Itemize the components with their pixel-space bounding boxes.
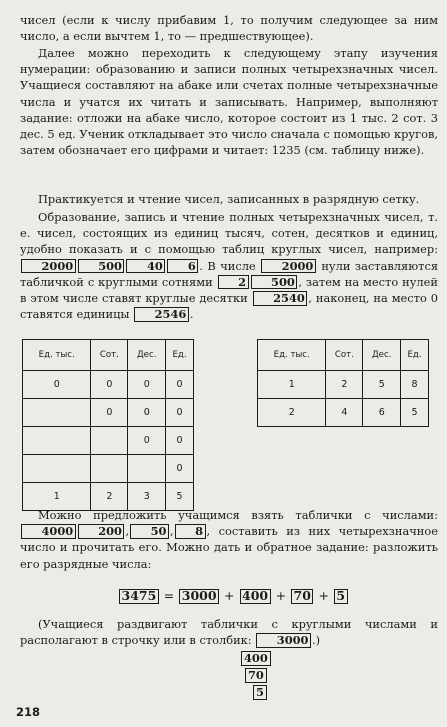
- table-row: [23, 455, 194, 483]
- table-cell: 0: [128, 399, 166, 427]
- table-row: [258, 399, 429, 427]
- paragraph-arrange: [20, 616, 438, 648]
- table-cell: 2: [91, 483, 128, 511]
- number-card-4000: 4000: [21, 524, 76, 539]
- paragraph-formation: Образование, запись и чтение полных четырехзначных чисел, т. е. чисел, состоящих из единиц тысяч, сотен, десятков и единиц, удобно показать и с помощью таблиц круглых чисел, например: 2000 500 40 6 . В числе 2000 нули заставляются табличкой с круглыми сотнями 2 500 , затем на место нулей в этом числе ставят круглые десятки 2540 , наконец, на место 0 ставятся единицы 2546 .: [20, 210, 439, 322]
- number-card-40: 40: [126, 259, 165, 274]
- paragraph-text: . В числе: [199, 258, 256, 273]
- place-value-table-1: [22, 339, 194, 511]
- plus-sign: +: [224, 588, 235, 603]
- number-card-2: 2: [218, 275, 249, 290]
- number-card-5: 5: [253, 685, 267, 700]
- column-header: Ед. тыс.: [258, 340, 326, 371]
- number-card-2000: 2000: [21, 259, 76, 274]
- column-header: Ед. тыс.: [23, 340, 91, 371]
- table-cell: 2: [326, 371, 363, 399]
- number-card-50: 50: [130, 524, 169, 539]
- table-cell: [23, 399, 91, 427]
- punctuation: .): [311, 633, 321, 648]
- table-cell: 0: [166, 427, 194, 455]
- table-cell: 3: [128, 483, 166, 511]
- paragraph-text: (Учащиеся раздвигают таблички с круглыми числами и располагают в строчку или в столбик:: [20, 617, 438, 648]
- paragraph-text: , наконец, на место 0 ставятся единицы: [20, 291, 438, 322]
- table-row: [23, 371, 194, 399]
- number-card-400: 400: [240, 589, 271, 604]
- number-card-3000: 3000: [179, 589, 219, 604]
- table-cell: [91, 455, 128, 483]
- table-cell: 6: [363, 399, 401, 427]
- table-cell: 2: [258, 399, 326, 427]
- table-cell: 5: [401, 399, 429, 427]
- paragraph-text: чисел (если к числу прибавим 1, то получим следующее за ним число, а если вычтем 1, то — предшествующее).: [20, 13, 438, 44]
- table-cell: 8: [401, 371, 429, 399]
- number-card-8: 8: [175, 524, 206, 539]
- paragraph-text: нули заставляются табличкой с круглыми сотнями: [20, 258, 439, 289]
- column-header: Сот.: [326, 340, 363, 371]
- table-cell: [23, 455, 91, 483]
- table-cell: 1: [23, 483, 91, 511]
- number-card-500: 500: [78, 259, 125, 274]
- table-cell: [128, 455, 166, 483]
- number-card-70: 70: [291, 589, 313, 604]
- table-cell: 0: [23, 371, 91, 399]
- number-card-6: 6: [167, 259, 198, 274]
- number-card-3000: 3000: [256, 633, 311, 648]
- paragraph-text: Образование, запись и чтение полных четырехзначных чисел, т. е. чисел, состоящих из единиц тысяч, сотен, десятков и единиц, удобно показать и с помощью таблиц круглых чисел, например:: [20, 210, 438, 257]
- number-card-2546: 2546: [134, 307, 189, 322]
- paragraph-text: Можно предложить учащимся взять таблички с числами:: [38, 508, 438, 522]
- page-number: 218: [16, 705, 41, 719]
- paragraph-cards: [20, 507, 438, 572]
- table-row: [23, 399, 194, 427]
- column-header: Ед.: [166, 340, 194, 371]
- table-cell: 1: [258, 371, 326, 399]
- number-card-2000: 2000: [261, 259, 316, 274]
- place-value-table-2: [257, 339, 429, 427]
- paragraph-stage: [20, 45, 438, 158]
- paragraph-practice: [20, 191, 438, 207]
- table-cell: 0: [166, 371, 194, 399]
- table-cell: 0: [128, 371, 166, 399]
- table-cell: 0: [128, 427, 166, 455]
- number-card-2540: 2540: [253, 291, 308, 306]
- table-row: [258, 371, 429, 399]
- plus-sign: +: [275, 588, 287, 603]
- number-card-5: 5: [334, 589, 348, 604]
- number-card-500: 500: [251, 275, 298, 290]
- plus-sign: +: [318, 588, 329, 603]
- table-header-row: [23, 340, 194, 371]
- decomposition-equation: [118, 588, 349, 604]
- number-card-70: 70: [245, 668, 267, 683]
- equals-sign: =: [163, 588, 175, 603]
- column-header: Дес.: [363, 340, 401, 371]
- paragraph-intro: [20, 12, 438, 44]
- number-card-200: 200: [78, 524, 125, 539]
- table-cell: 0: [166, 455, 194, 483]
- table-cell: 0: [91, 399, 128, 427]
- table-cell: 0: [166, 399, 194, 427]
- table-row: [23, 427, 194, 455]
- table-cell: 0: [91, 371, 128, 399]
- column-header: Дес.: [128, 340, 166, 371]
- paragraph-text: Практикуется и чтение чисел, записанных в разрядную сетку.: [38, 192, 420, 206]
- punctuation: ,: [169, 524, 174, 539]
- table-cell: 4: [326, 399, 363, 427]
- punctuation: ,: [125, 524, 130, 539]
- number-card-400: 400: [241, 651, 271, 666]
- paragraph-text: Далее можно переходить к следующему этапу изучения нумерации: образованию и записи полных четырехзначных чисел. Учащиеся составляют на абаке или счетах полные четырехзначные числа и учатся их читать и записывать. Например, выполняют задание: отложи на абаке число, которое состоит из 1 тыс. 2 сот. 3 дес. 5 ед. Ученик откладывает это число сначала с помощью кругов, затем обозначает его цифрами и читает: 1235 (см. таблицу ниже).: [20, 46, 438, 158]
- table-header-row: [258, 340, 429, 371]
- number-card-3475: 3475: [119, 589, 159, 604]
- column-header: Ед.: [401, 340, 429, 371]
- column-header: Сот.: [91, 340, 128, 371]
- table-cell: [91, 427, 128, 455]
- table-cell: 5: [166, 483, 194, 511]
- table-cell: [23, 427, 91, 455]
- paragraph-text: , составить из них четырехзначное число и прочитать его. Можно дать и обратное задание: разложить его разрядные числа:: [20, 524, 438, 571]
- paragraph-text: , затем на место нулей в этом числе ставят круглые десятки: [20, 274, 438, 306]
- table-cell: 5: [363, 371, 401, 399]
